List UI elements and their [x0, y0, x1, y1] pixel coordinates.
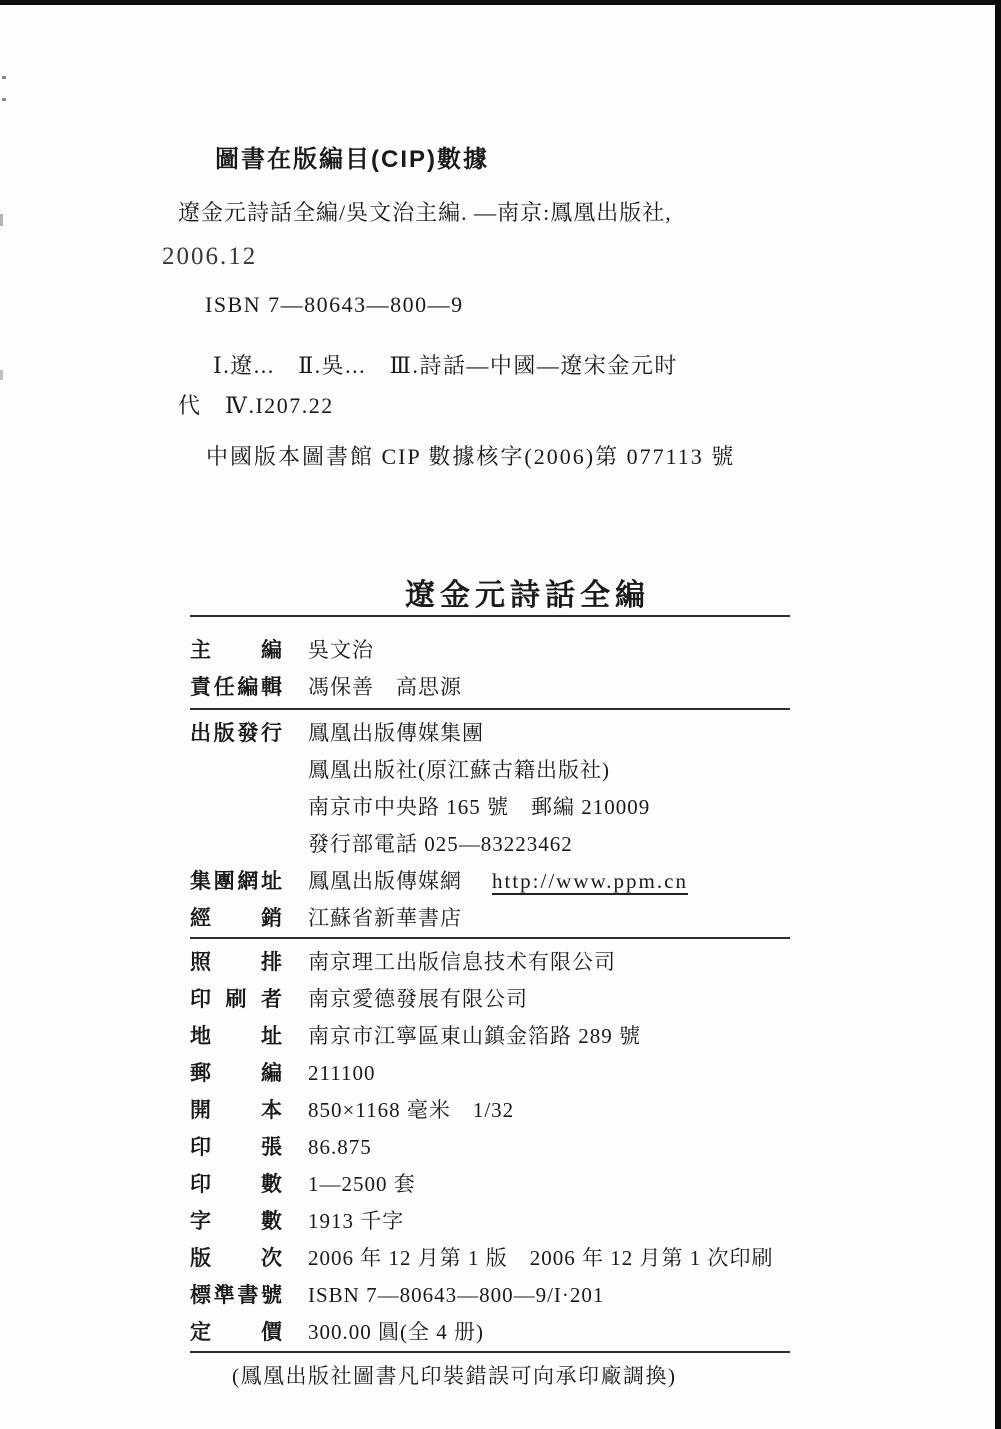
field-label: 集 團 網 址 [190, 870, 282, 893]
website-name: 鳳凰出版傳媒網 [308, 869, 462, 893]
scan-speck [0, 214, 3, 226]
colophon-row-word-count [190, 1203, 790, 1240]
field-value: ISBN 7—80643—800—9/I·201 [308, 1283, 605, 1307]
colophon-row-distributor [190, 900, 790, 937]
field-value: 850×1168 毫米 1/32 [308, 1098, 515, 1122]
cip-classification-line2: 代 Ⅳ.I207.22 [178, 393, 334, 418]
colophon-row-typesetting [190, 944, 790, 981]
field-value [308, 863, 688, 900]
field-value: 1913 千字 [308, 1209, 405, 1233]
colophon-row-printer [190, 981, 790, 1018]
cip-entry-line2-date: 2006.12 [162, 243, 258, 270]
divider [190, 937, 790, 939]
field-value: 南京市中央路 165 號 郵編 210009 [308, 795, 651, 819]
field-label: 責 任 編 輯 [190, 676, 282, 699]
field-label: 地 址 [190, 1025, 282, 1048]
scan-artifact-top-bar [0, 0, 1001, 5]
colophon-row-printer-address [190, 1018, 790, 1055]
field-value: 吳文治 [308, 638, 374, 662]
printed-url: http://www.ppm.cn [492, 869, 688, 893]
colophon-row-edition [190, 1240, 790, 1277]
field-value: 南京愛德發展有限公司 [308, 987, 528, 1011]
field-label: 印 數 [190, 1173, 282, 1196]
field-value: 1—2500 套 [308, 1172, 416, 1196]
colophon-row-publisher [190, 715, 790, 752]
field-label: 印 張 [190, 1136, 282, 1159]
colophon-row-standard-isbn [190, 1277, 790, 1314]
colophon-row-postcode [190, 1055, 790, 1092]
colophon-row-group-website [190, 863, 790, 900]
field-label: 主 編 [190, 639, 282, 662]
field-label: 照 排 [190, 951, 282, 974]
scan-speck [2, 98, 6, 101]
field-label: 標 準 書 號 [190, 1284, 282, 1307]
field-value: 211100 [308, 1061, 376, 1085]
colophon-row-price [190, 1314, 790, 1351]
colophon-row-chief-editor [190, 632, 790, 669]
colophon-row-format [190, 1092, 790, 1129]
field-label: 出 版 發 行 [190, 722, 282, 745]
field-value: 發行部電話 025—83223462 [308, 832, 573, 856]
cip-classification-line1: Ⅰ.遼... Ⅱ.吳... Ⅲ.詩話—中國—遼宋金元时 [213, 353, 678, 378]
colophon-row-sheets [190, 1129, 790, 1166]
scan-artifact-right-bar [995, 0, 1001, 1429]
field-value: 馮保善 高思源 [308, 675, 462, 699]
colophon-row-print-run [190, 1166, 790, 1203]
field-label: 版 次 [190, 1247, 282, 1270]
field-value: 鳳凰出版社(原江蘇古籍出版社) [308, 758, 610, 782]
scan-speck [2, 76, 6, 79]
field-label: 開 本 [190, 1099, 282, 1122]
field-value: 鳳凰出版傳媒集團 [308, 721, 484, 745]
scan-speck [0, 370, 3, 380]
divider [190, 1351, 790, 1353]
field-value: 300.00 圓(全 4 册) [308, 1320, 484, 1344]
field-label: 定 價 [190, 1321, 282, 1344]
colophon-row-responsible-editors [190, 669, 790, 706]
field-value: 南京市江寧區東山鎮金箔路 289 號 [308, 1024, 641, 1048]
field-value: 2006 年 12 月第 1 版 2006 年 12 月第 1 次印刷 [308, 1246, 774, 1270]
divider [190, 615, 790, 617]
divider [190, 708, 790, 710]
field-label: 字 數 [190, 1210, 282, 1233]
printing-group [190, 944, 790, 1351]
book-title: 遼金元詩話全編 [405, 579, 650, 612]
colophon-row-distribution-phone [190, 826, 790, 863]
editors-group [190, 632, 790, 706]
cip-record-number-line: 中國版本圖書館 CIP 數據核字(2006)第 077113 號 [206, 444, 736, 469]
colophon-row-address-postcode [190, 789, 790, 826]
cip-heading: 圖書在版編目(CIP)數據 [215, 146, 489, 173]
cip-isbn-line: ISBN 7—80643—800—9 [205, 292, 464, 317]
field-label: 印 刷 者 [190, 988, 282, 1011]
printer-exchange-note: (鳳凰出版社圖書凡印裝錯誤可向承印廠調換) [232, 1364, 677, 1388]
publishing-group [190, 715, 790, 937]
field-label: 經 銷 [190, 907, 282, 930]
field-value: 江蘇省新華書店 [308, 906, 462, 930]
colophon-block [190, 615, 790, 1353]
colophon-row-publisher-cont [190, 752, 790, 789]
field-value: 86.875 [308, 1135, 372, 1159]
cip-entry-line1: 遼金元詩話全編/吳文治主編. —南京:鳳凰出版社, [178, 200, 672, 225]
field-value: 南京理工出版信息技术有限公司 [308, 950, 616, 974]
field-label: 郵 編 [190, 1062, 282, 1085]
